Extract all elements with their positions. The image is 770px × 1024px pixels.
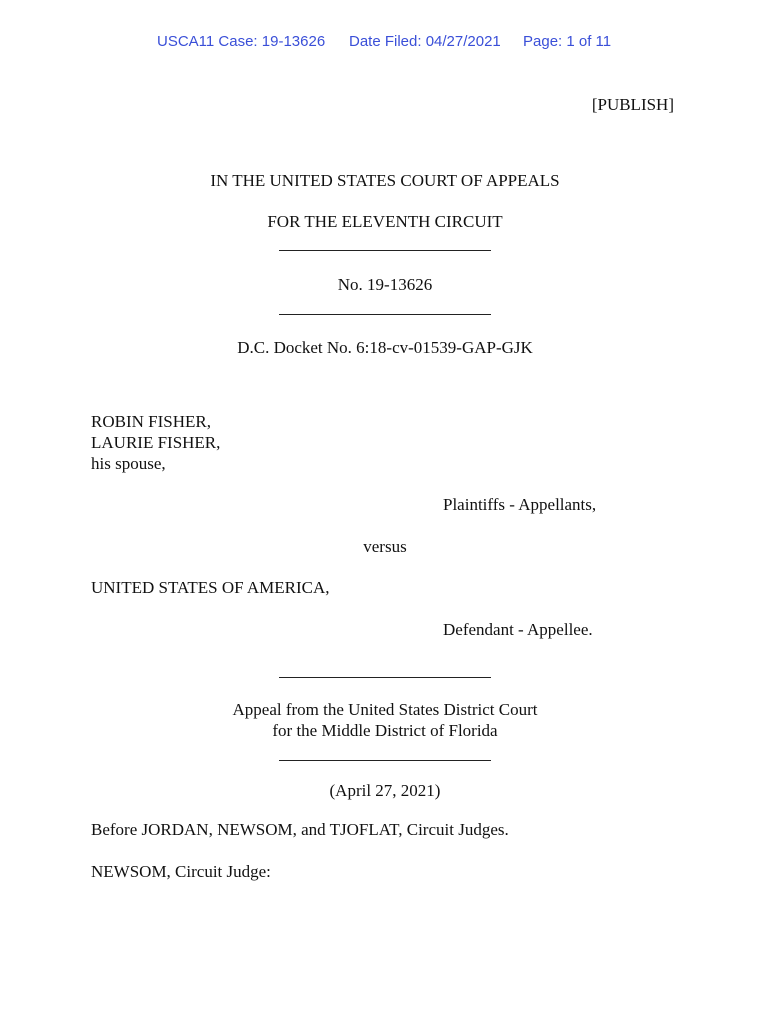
divider <box>279 760 491 761</box>
defendant-name: UNITED STATES OF AMERICA, <box>91 578 330 597</box>
appeal-district: for the Middle District of Florida <box>272 721 498 740</box>
plaintiff-name: ROBIN FISHER, <box>91 412 211 431</box>
plaintiffs-role: Plaintiffs - Appellants, <box>443 495 597 514</box>
publish-label: [PUBLISH] <box>591 95 674 114</box>
divider <box>279 250 491 251</box>
page-number-stamp: Page: 1 of 11 <box>523 33 612 50</box>
opinion-author: NEWSOM, Circuit Judge: <box>91 862 271 881</box>
docket-number: D.C. Docket No. 6:18-cv-01539-GAP-GJK <box>237 338 533 357</box>
plaintiff-name: LAURIE FISHER, <box>91 433 221 452</box>
date-filed-stamp: Date Filed: 04/27/2021 <box>349 33 501 50</box>
panel-judges: Before JORDAN, NEWSOM, and TJOFLAT, Circuit Judges. <box>91 820 509 839</box>
case-number-stamp: USCA11 Case: 19-13626 <box>157 33 326 50</box>
decision-date: (April 27, 2021) <box>329 781 441 800</box>
court-name: IN THE UNITED STATES COURT OF APPEALS <box>210 171 560 190</box>
defendant-role: Defendant - Appellee. <box>443 620 593 639</box>
case-number: No. 19-13626 <box>337 275 433 294</box>
divider <box>279 677 491 678</box>
circuit-name: FOR THE ELEVENTH CIRCUIT <box>267 212 503 231</box>
appeal-origin: Appeal from the United States District Court <box>232 700 538 719</box>
versus-label: versus <box>363 537 407 556</box>
plaintiff-relation: his spouse, <box>91 454 166 473</box>
divider <box>279 314 491 315</box>
